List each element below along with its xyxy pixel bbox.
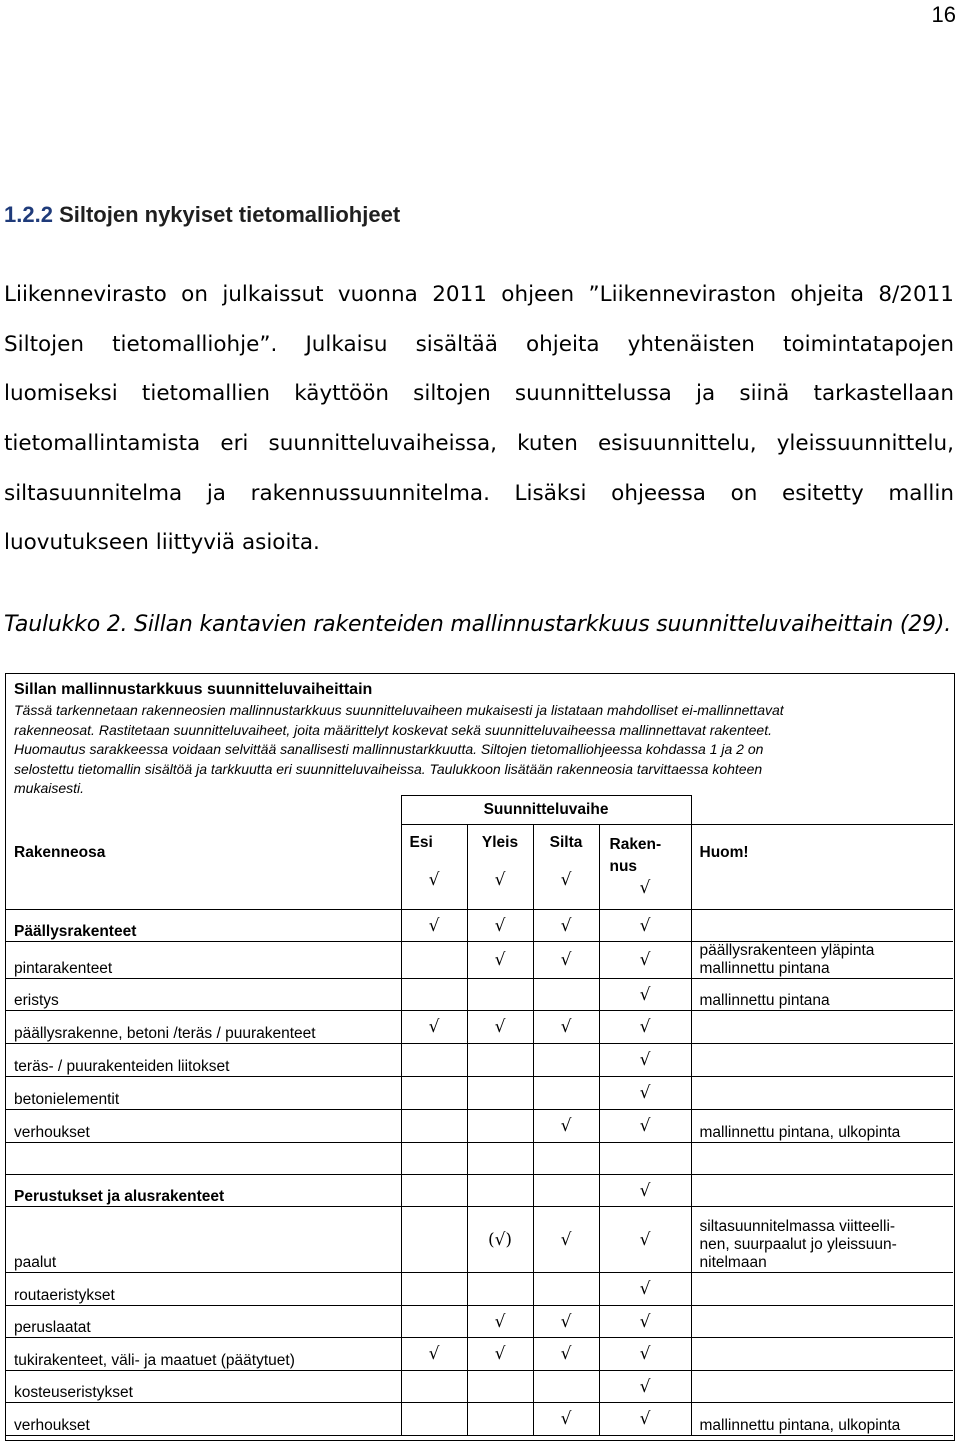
body-paragraph [4,270,954,568]
check-cell-yleis [467,1143,533,1175]
row-label: kosteuseristykset [6,1371,401,1403]
table-row [6,1175,953,1207]
table-grid [6,795,953,1436]
check-cell-raken: √ [599,1044,691,1077]
description-line: rakenneosat. Rastitetaan suunnitteluvaiheet, joita määrittelyt koskevat sekä suunnitteluvaiheessa mallinnettavat rakenteet. [14,721,772,738]
check-cell-raken: √ [599,1273,691,1306]
table-body [6,910,953,1436]
paragraph-line: luomiseksi tietomallien käyttöön siltojen suunnittelussa ja siinä tarkastellaan [4,381,954,407]
row-label: pintarakenteet [6,942,401,979]
check-cell-esi: √ [401,1338,467,1371]
header-spacer [691,796,953,825]
row-label: tukirakenteet, väli- ja maatuet (päätytuet) [6,1338,401,1371]
check-cell-esi [401,1403,467,1436]
check-cell-raken: √ [599,1175,691,1207]
check-cell-yleis: √ [467,1306,533,1338]
paragraph-line: tietomallintamista eri suunnitteluvaiheissa, kuten esisuunnittelu, yleissuunnittelu, [4,431,954,457]
row-label: Perustukset ja alusrakenteet [6,1175,401,1207]
table-caption: Taulukko 2. Sillan kantavien rakenteiden mallinnustarkkuus suunnitteluvaiheittain (29). [4,612,952,637]
check-cell-yleis: √ [467,910,533,942]
check-cell-raken: √ [599,1306,691,1338]
check-cell-esi [401,1044,467,1077]
check-cell-raken: √ [599,910,691,942]
check-cell-esi [401,942,467,979]
check-cell-yleis: (√) [467,1207,533,1273]
check-cell-raken: √ [599,1110,691,1143]
header-spacer [6,796,401,825]
check-cell-raken: √ [599,1207,691,1273]
row-label: peruslaatat [6,1306,401,1338]
check-cell-esi [401,1371,467,1403]
check-cell-esi: √ [401,1011,467,1044]
data-table [6,795,953,1436]
table-row [6,1044,953,1077]
check-cell-silta: √ [533,942,599,979]
section-title: Siltojen nykyiset tietomalliohjeet [59,202,401,227]
table-row [6,1207,953,1273]
check-cell-silta [533,1175,599,1207]
row-note: mallinnettu pintana, ulkopinta [691,1403,953,1436]
check-cell-raken: √ [599,1403,691,1436]
check-cell-silta: √ [533,1110,599,1143]
check-cell-silta: √ [533,1207,599,1273]
row-note [691,1371,953,1403]
row-note: siltasuunnitelmassa viitteelli- nen, suurpaalut jo yleissuun- nitelmaan [691,1207,953,1273]
table-description [14,701,948,799]
check-cell-raken: √ [599,942,691,979]
check-mark-icon: √ [494,870,506,890]
check-cell-yleis [467,979,533,1011]
paragraph-line: Siltojen tietomalliohje”. Julkaisu sisältää ohjeita yhtenäisten toimintatapojen [4,331,954,357]
table-row [6,1077,953,1110]
row-label: verhoukset [6,1110,401,1143]
check-cell-raken: √ [599,979,691,1011]
row-note [691,1338,953,1371]
table-row [6,1338,953,1371]
table-row [6,1371,953,1403]
row-note: mallinnettu pintana [691,979,953,1011]
description-line: selostettu tietomallin sisältöä ja tarkkuutta eri suunnitteluvaiheissa. Taulukkoon lisätään rakenneosia tarvittaessa kohteen [14,760,763,777]
check-cell-yleis [467,1077,533,1110]
check-cell-silta: √ [533,1403,599,1436]
check-cell-raken: √ [599,1011,691,1044]
check-cell-esi [401,979,467,1011]
check-cell-esi: √ [401,910,467,942]
table-row [6,1273,953,1306]
description-line: Tässä tarkennetaan rakenneosien mallinnustarkkuus suunnitteluvaiheen mukaisesti ja listataan mahdolliset ei-mallinnettavat [14,702,784,718]
page-number: 16 [931,2,956,27]
check-cell-esi [401,1077,467,1110]
table-row [6,942,953,979]
column-header-yleis: Yleis √ [467,825,533,910]
description-line: Huomautus sarakkeessa voidaan selvittää sanallisesti mallinnustarkkuutta. Siltojen tietomalliohjeessa kohdassa 1 ja 2 on [14,741,764,757]
check-cell-silta [533,1044,599,1077]
check-cell-silta: √ [533,910,599,942]
row-label: paalut [6,1207,401,1273]
check-cell-silta [533,1143,599,1175]
paragraph-line: siltasuunnitelma ja rakennussuunnitelma. Lisäksi ohjeessa on esitetty mallin [4,480,954,506]
check-cell-silta [533,979,599,1011]
check-cell-yleis: √ [467,1338,533,1371]
check-cell-yleis [467,1403,533,1436]
check-cell-raken: √ [599,1338,691,1371]
check-cell-yleis: √ [467,1011,533,1044]
table-row [6,1110,953,1143]
row-note [691,1044,953,1077]
check-cell-raken: √ [599,1077,691,1110]
row-note: päällysrakenteen yläpinta mallinnettu pintana [691,942,953,979]
check-cell-raken: √ [599,1371,691,1403]
check-cell-yleis: √ [467,942,533,979]
row-note: mallinnettu pintana, ulkopinta [691,1110,953,1143]
row-note [691,1143,953,1175]
row-note [691,1077,953,1110]
check-mark-icon: √ [428,870,440,890]
section-heading [4,202,400,228]
table-row [6,1011,953,1044]
row-label: verhoukset [6,1403,401,1436]
column-header-huom: Huom! [691,825,953,910]
row-note [691,1306,953,1338]
row-note [691,1175,953,1207]
accuracy-table [5,673,955,1441]
row-label: betonielementit [6,1077,401,1110]
table-row [6,1403,953,1436]
row-label: päällysrakenne, betoni /teräs / puurakenteet [6,1011,401,1044]
column-header-esi: Esi √ [401,825,467,910]
check-cell-esi [401,1143,467,1175]
table-row [6,1306,953,1338]
table-row [6,1143,953,1175]
row-label: routaeristykset [6,1273,401,1306]
check-cell-yleis [467,1273,533,1306]
section-number: 1.2.2 [4,202,53,227]
check-cell-silta: √ [533,1011,599,1044]
check-cell-silta: √ [533,1306,599,1338]
table-row [6,910,953,942]
row-label: Päällysrakenteet [6,910,401,942]
check-mark-icon: √ [639,878,651,898]
check-cell-silta [533,1371,599,1403]
check-cell-esi [401,1110,467,1143]
check-cell-yleis [467,1371,533,1403]
table-row [6,979,953,1011]
column-header-silta: Silta √ [533,825,599,910]
check-cell-silta [533,1077,599,1110]
check-cell-silta: √ [533,1338,599,1371]
check-cell-yleis [467,1110,533,1143]
row-note [691,910,953,942]
description-line: mukaisesti. [14,780,85,796]
check-cell-esi [401,1175,467,1207]
row-label: eristys [6,979,401,1011]
check-mark-icon: √ [560,870,572,890]
check-cell-esi [401,1207,467,1273]
row-label [6,1143,401,1175]
check-cell-yleis [467,1044,533,1077]
phase-group-header: Suunnitteluvaihe [401,796,691,825]
column-header-rakenneosa: Rakenneosa [14,843,106,861]
row-label: teräs- / puurakenteiden liitokset [6,1044,401,1077]
row-note [691,1273,953,1306]
paragraph-line: Liikennevirasto on julkaissut vuonna 2011 ohjeen ”Liikenneviraston ohjeita 8/2011 [4,282,954,307]
column-header-rakennus: Raken- nus √ [599,825,691,910]
check-cell-raken [599,1143,691,1175]
paragraph-line: luovutukseen liittyviä asioita. [4,530,320,556]
check-cell-silta [533,1273,599,1306]
check-cell-yleis [467,1175,533,1207]
check-cell-esi [401,1306,467,1338]
table-title: Sillan mallinnustarkkuus suunnitteluvaiheittain [14,681,373,698]
row-note [691,1011,953,1044]
check-cell-esi [401,1273,467,1306]
